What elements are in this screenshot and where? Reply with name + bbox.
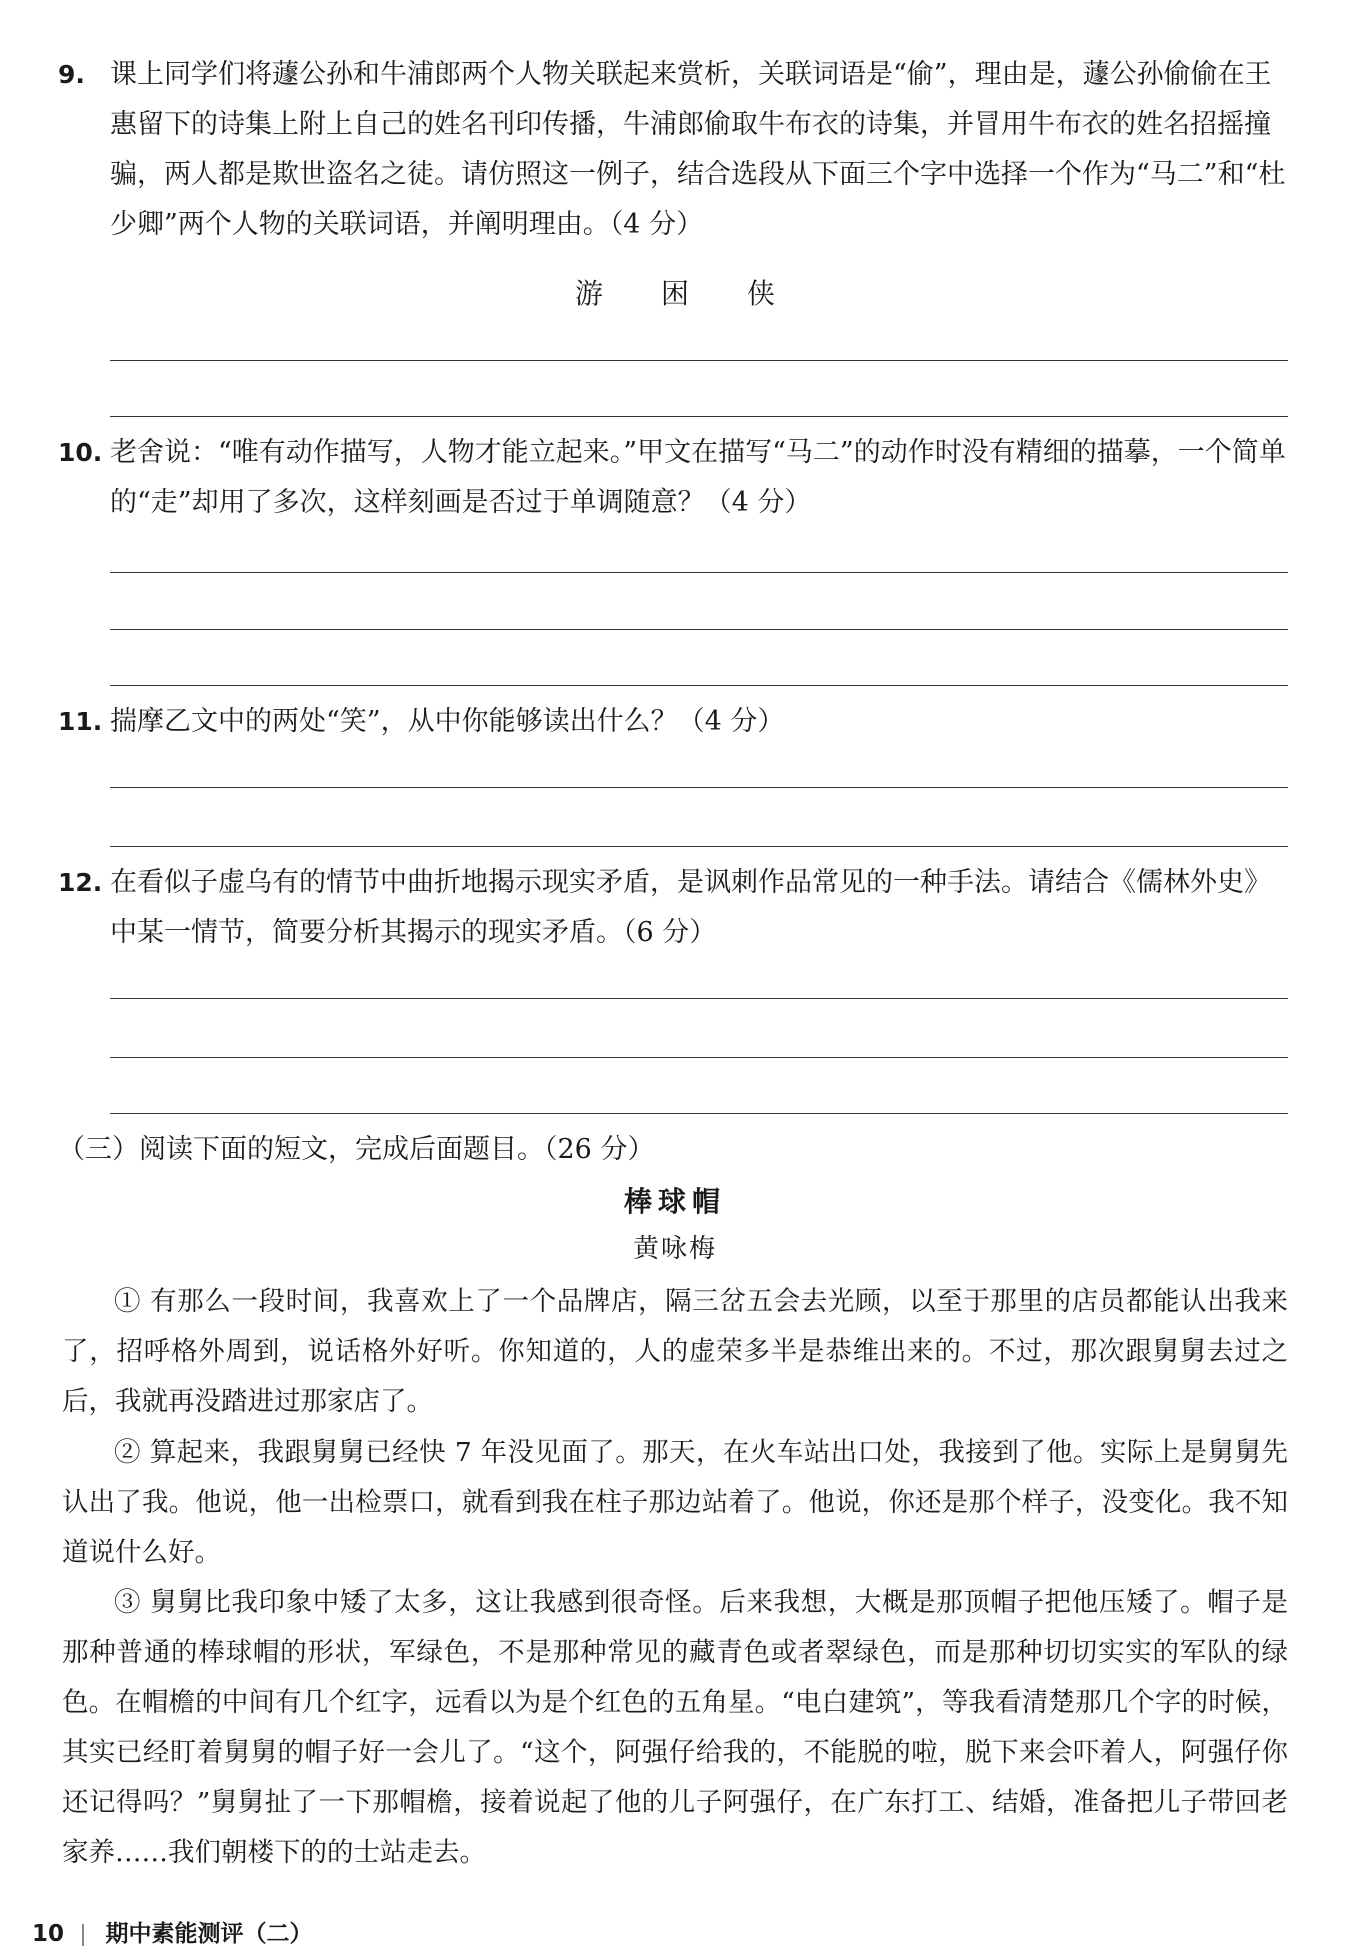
page-number: 10	[32, 1921, 65, 1947]
answer-line[interactable]	[110, 1057, 1288, 1058]
answer-line[interactable]	[110, 1113, 1288, 1114]
question-12	[58, 858, 1288, 958]
question-11	[58, 697, 1288, 747]
footer-label: 期中素能测评（二）	[105, 1921, 313, 1947]
answer-line[interactable]	[110, 629, 1288, 630]
question-number: 11.	[58, 707, 103, 736]
question-text: 课上同学们将蘧公孙和牛浦郎两个人物关联起来赏析，关联词语是“偷”，理由是，蘧公孙偷偷在王惠留下的诗集上附上自己的姓名刊印传播，牛浦郎偷取牛布衣的诗集，并冒用牛布衣的姓名招摇撞骗，两人都是欺世盗名之徒。请仿照这一例子，结合选段从下面三个字中选择一个作为“马二”和“杜少卿”两个人物的关联词语，并阐明理由。（4 分）	[110, 59, 1286, 240]
article-paragraph: ① 有那么一段时间，我喜欢上了一个品牌店，隔三岔五会去光顾，以至于那里的店员都能认出我来了，招呼格外周到，说话格外好听。你知道的，人的虚荣多半是恭维出来的。不过，那次跟舅舅去过之后，我就再没踏进过那家店了。	[62, 1286, 1288, 1417]
question-text: 揣摩乙文中的两处“笑”，从中你能够读出什么？（4 分）	[110, 706, 785, 737]
question-10	[58, 428, 1288, 528]
article-author: 黄咏梅	[632, 1234, 717, 1264]
answer-line[interactable]	[110, 998, 1288, 999]
article-title: 棒球帽	[623, 1185, 726, 1218]
answer-choices: 游困侠	[574, 277, 833, 310]
footer-divider	[82, 1924, 84, 1946]
article-paragraph: ③ 舅舅比我印象中矮了太多，这让我感到很奇怪。后来我想，大概是那顶帽子把他压矮了。帽子是那种普通的棒球帽的形状，军绿色，不是那种常见的藏青色或者翠绿色，而是那种切切实实的军队的绿色。在帽檐的中间有几个红字，远看以为是个红色的五角星。“电白建筑”，等我看清楚那几个字的时候，其实已经盯着舅舅的帽子好一会儿了。“这个，阿强仔给我的，不能脱的啦，脱下来会吓着人，阿强仔你还记得吗？”舅舅扯了一下那帽檐，接着说起了他的儿子阿强仔，在广东打工、结婚，准备把儿子带回老家养……我们朝楼下的的士站走去。	[62, 1587, 1289, 1868]
article-paragraph: ② 算起来，我跟舅舅已经快 7 年没见面了。那天，在火车站出口处，我接到了他。实际上是舅舅先认出了我。他说，他一出检票口，就看到我在柱子那边站着了。他说，你还是那个样子，没变化。我不知道说什么好。	[62, 1437, 1288, 1568]
question-text: 老舍说：“唯有动作描写，人物才能立起来。”甲文在描写“马二”的动作时没有精细的描摹，一个简单的“走”却用了多次，这样刻画是否过于单调随意？（4 分）	[110, 437, 1286, 518]
answer-line[interactable]	[110, 787, 1288, 788]
answer-line[interactable]	[110, 416, 1288, 417]
question-text: 在看似子虚乌有的情节中曲折地揭示现实矛盾，是讽刺作品常见的一种手法。请结合《儒林外史》中某一情节，简要分析其揭示的现实矛盾。（6 分）	[110, 867, 1271, 948]
answer-line[interactable]	[110, 360, 1288, 361]
question-number: 9.	[58, 60, 85, 89]
question-9	[58, 50, 1288, 250]
answer-line[interactable]	[110, 846, 1288, 847]
answer-line[interactable]	[110, 572, 1288, 573]
answer-line[interactable]	[110, 685, 1288, 686]
section-heading: （三）阅读下面的短文，完成后面题目。（26 分）	[58, 1134, 655, 1165]
question-number: 12.	[58, 868, 103, 897]
page-footer	[32, 1915, 313, 1948]
question-number: 10.	[58, 438, 103, 467]
